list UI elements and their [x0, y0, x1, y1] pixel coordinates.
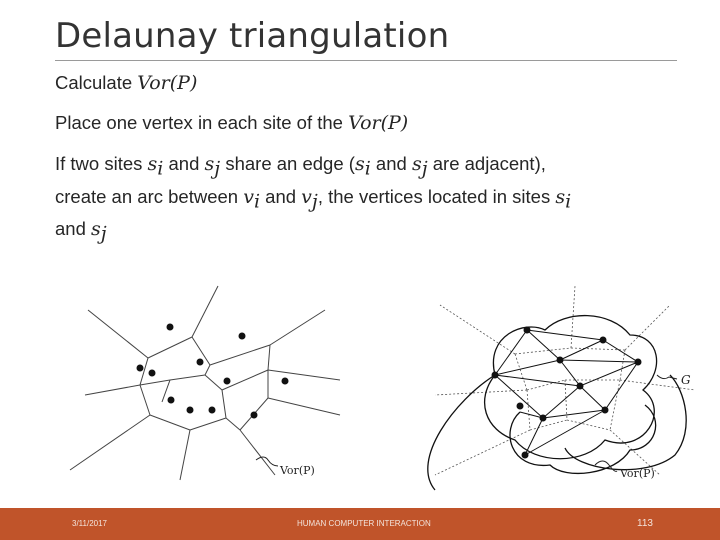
delaunay-figure	[415, 280, 715, 505]
bullet-line-1: If two sites $s_i$ and $s_j$ share an edge ($s_i$ and $s_j$ are adjacent),	[55, 153, 546, 180]
graph-vertex	[524, 327, 531, 334]
bullet-create-arc	[55, 150, 571, 248]
footer-page-number: 113	[637, 518, 653, 529]
vor-pointer	[595, 461, 617, 471]
bullet-calculate: Calculate Vor(P)	[55, 72, 198, 94]
bullet-line-2: create an arc between $v_i$ and $v_j$, the vertices located in sites $s_i$	[55, 185, 572, 213]
voronoi-edge	[192, 286, 218, 337]
site-point	[167, 324, 174, 331]
vor-label-left: Vor(P)	[280, 464, 315, 477]
bullet-place-vertex: Place one vertex in each site of the Vor(P)	[55, 112, 409, 134]
g-label: G	[681, 373, 691, 387]
vor-label-right: Vor(P)	[620, 467, 655, 480]
footer-course: HUMAN COMPUTER INTERACTION	[297, 519, 431, 528]
slide-title: Delaunay triangulation	[55, 16, 450, 56]
g-pointer	[657, 375, 677, 379]
title-divider	[55, 60, 677, 61]
bullet-line-3: and $s_j$	[55, 218, 107, 246]
footer-date: 3/11/2017	[72, 519, 107, 528]
voronoi-figure	[40, 280, 360, 505]
